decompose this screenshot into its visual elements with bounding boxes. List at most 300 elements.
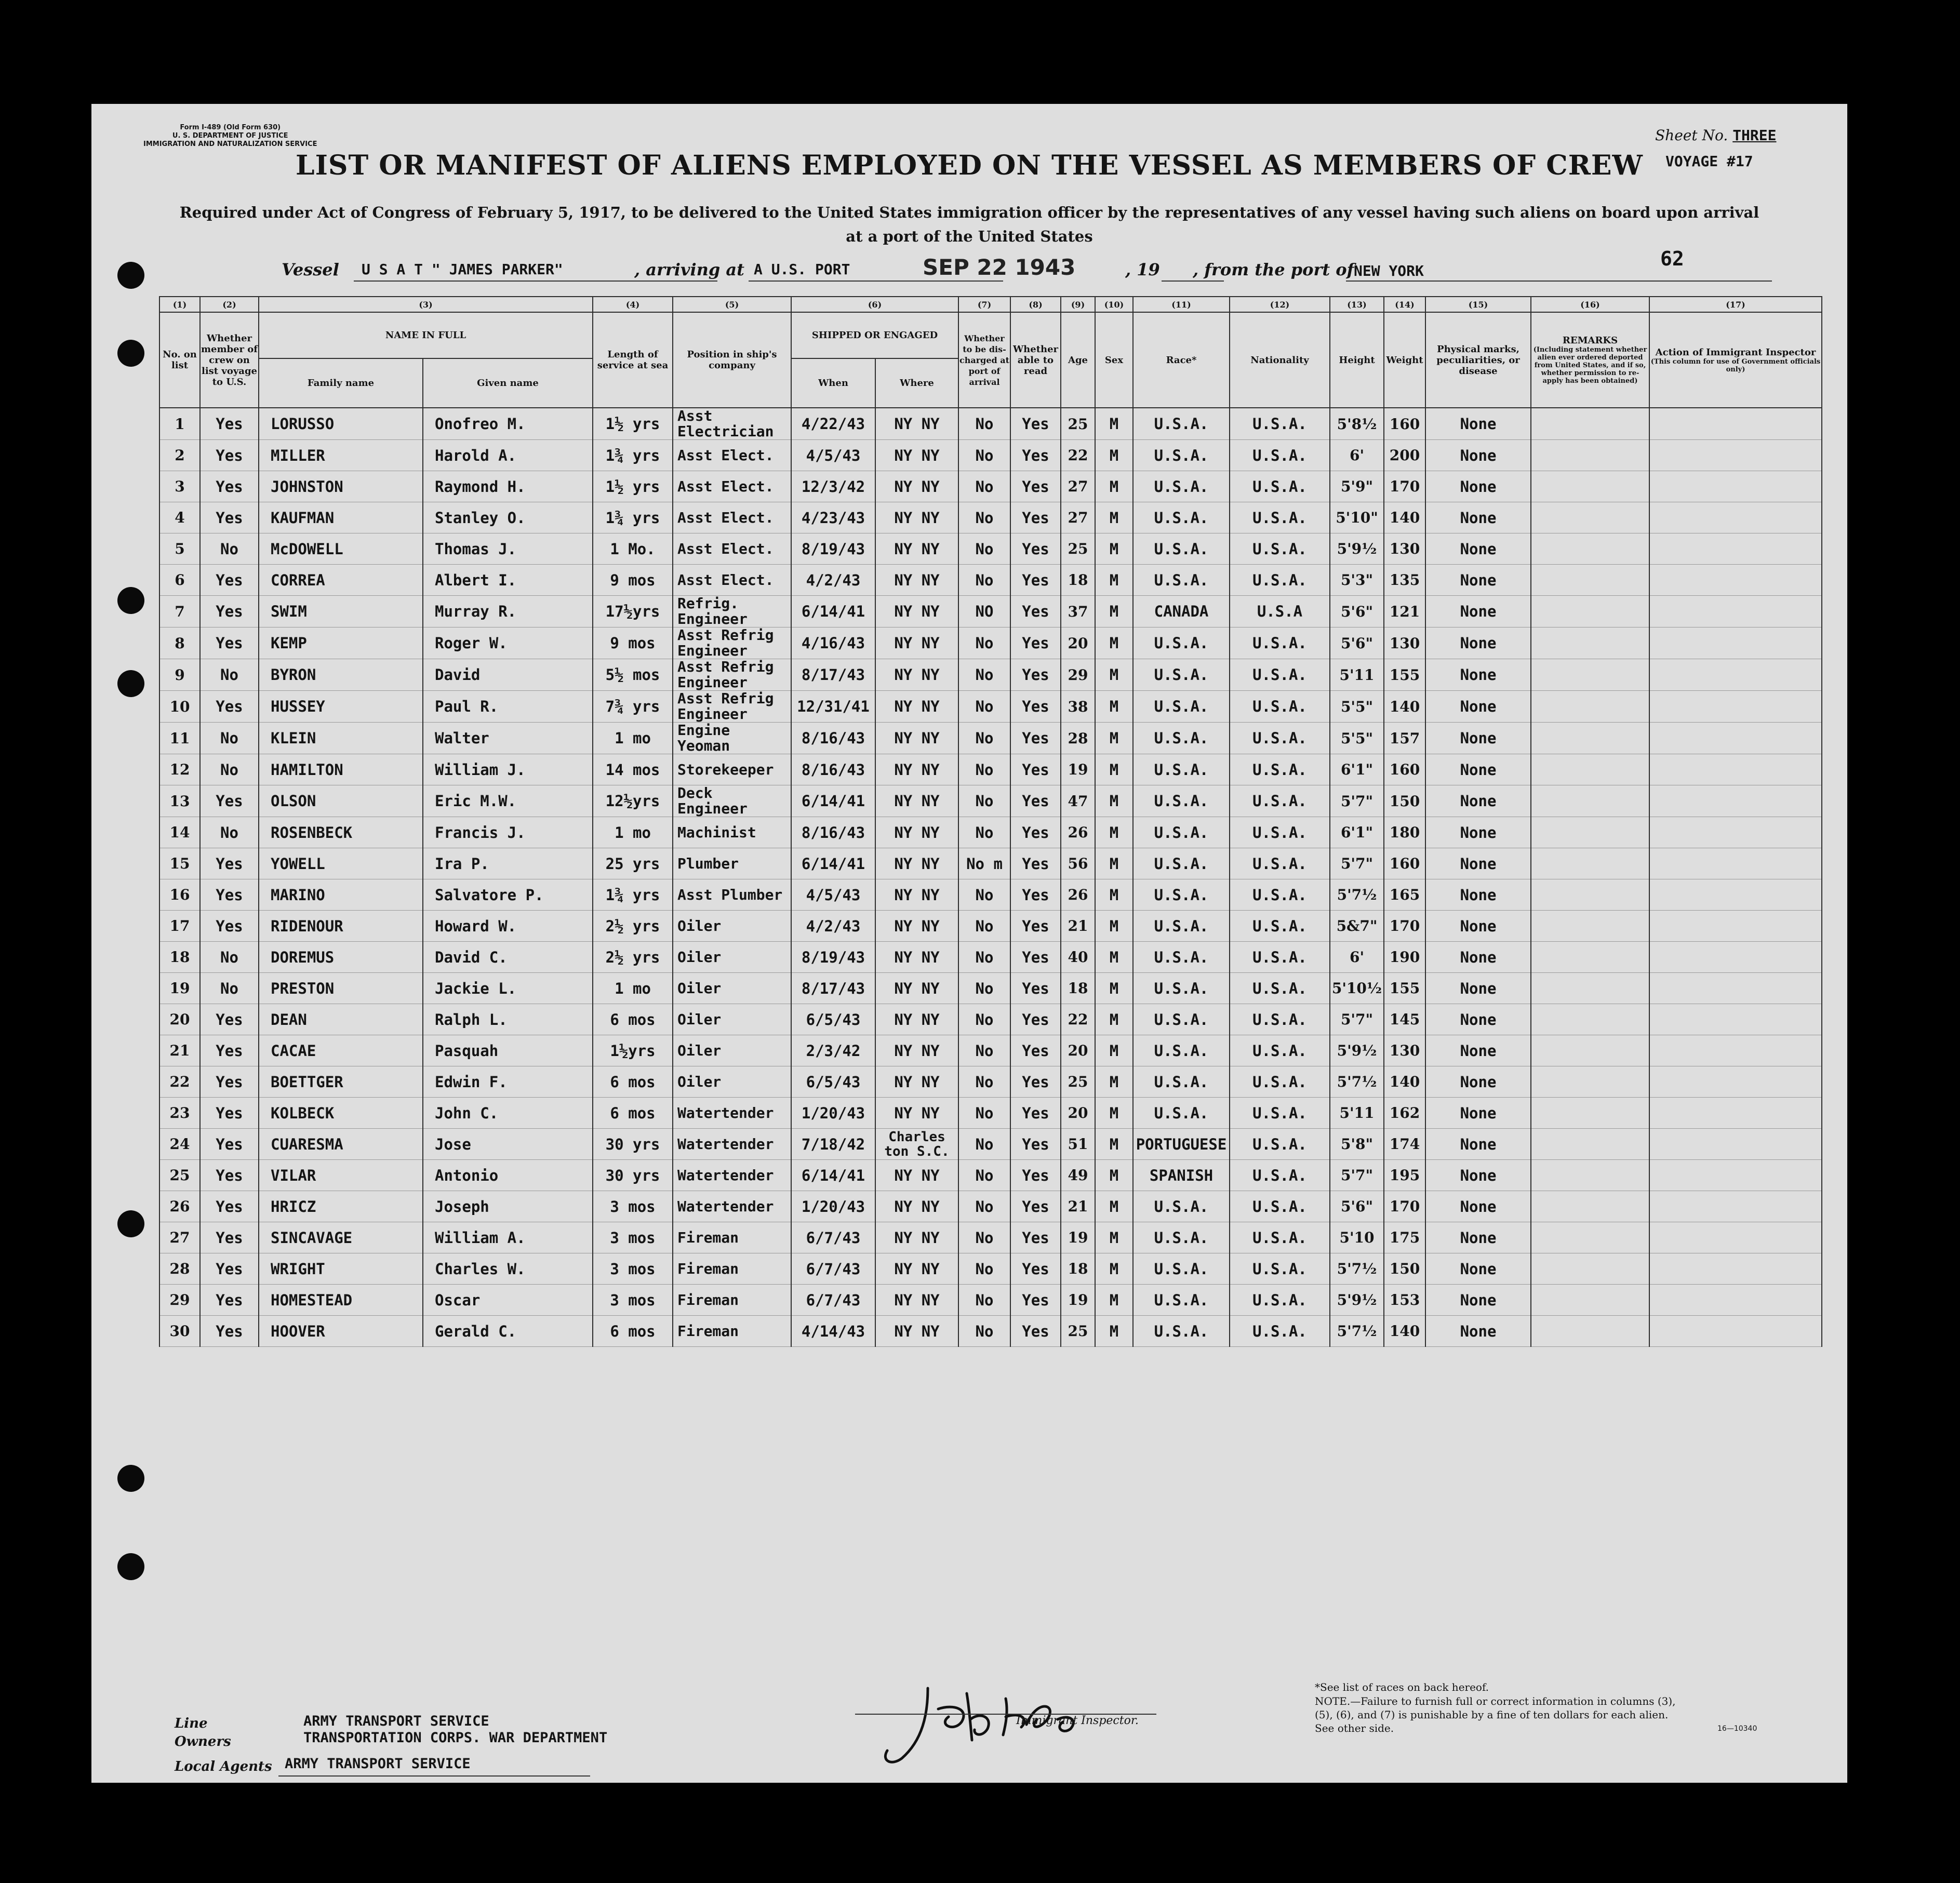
able-read-cell: Yes bbox=[1010, 1285, 1061, 1316]
where-cell: NY NY bbox=[875, 471, 958, 502]
length-cell: 1½yrs bbox=[593, 1035, 673, 1066]
height-cell: 5'11 bbox=[1330, 659, 1384, 691]
action-cell bbox=[1649, 565, 1822, 596]
where-cell: NY NY bbox=[875, 596, 958, 627]
family-name-cell: DOREMUS bbox=[259, 942, 423, 973]
age-cell: 38 bbox=[1061, 691, 1095, 723]
marks-cell: None bbox=[1425, 502, 1531, 533]
able-read-cell: Yes bbox=[1010, 408, 1061, 440]
action-cell bbox=[1649, 627, 1822, 659]
discharged-cell: No bbox=[958, 502, 1010, 533]
table-row bbox=[159, 911, 1822, 942]
position-cell: Refrig. Engineer bbox=[673, 596, 791, 627]
action-cell bbox=[1649, 408, 1822, 440]
action-cell bbox=[1649, 1253, 1822, 1285]
family-name-cell: WRIGHT bbox=[259, 1253, 423, 1285]
header-physical-marks: Physical marks, peculiarities, or disease bbox=[1425, 312, 1531, 408]
marks-cell: None bbox=[1425, 1285, 1531, 1316]
race-cell: U.S.A. bbox=[1133, 942, 1230, 973]
race-cell: U.S.A. bbox=[1133, 1253, 1230, 1285]
col-num-6: (6) bbox=[791, 297, 958, 312]
where-cell: NY NY bbox=[875, 440, 958, 471]
remarks-cell bbox=[1531, 502, 1649, 533]
col-num-5: (5) bbox=[673, 297, 791, 312]
height-cell: 5'5" bbox=[1330, 723, 1384, 754]
position-cell: Asst Plumber bbox=[673, 879, 791, 911]
weight-cell: 153 bbox=[1384, 1285, 1425, 1316]
given-name-cell: Howard W. bbox=[423, 911, 593, 942]
header-shipped: SHIPPED OR ENGAGED bbox=[791, 312, 958, 358]
row-number: 26 bbox=[159, 1191, 200, 1222]
position-cell: Storekeeper bbox=[673, 754, 791, 785]
owners-value: TRANSPORTATION CORPS. WAR DEPARTMENT bbox=[303, 1730, 608, 1746]
discharged-cell: No bbox=[958, 408, 1010, 440]
length-cell: 1¾ yrs bbox=[593, 440, 673, 471]
family-name-cell: MARINO bbox=[259, 879, 423, 911]
row-number: 1 bbox=[159, 408, 200, 440]
length-cell: 30 yrs bbox=[593, 1160, 673, 1191]
member-prev-cell: Yes bbox=[200, 1098, 259, 1129]
action-cell bbox=[1649, 1098, 1822, 1129]
nationality-cell: U.S.A. bbox=[1230, 627, 1330, 659]
header-sex: Sex bbox=[1095, 312, 1133, 408]
able-read-cell: Yes bbox=[1010, 1160, 1061, 1191]
remarks-cell bbox=[1531, 440, 1649, 471]
crew-manifest-table bbox=[159, 296, 1822, 1347]
sex-cell: M bbox=[1095, 502, 1133, 533]
form-header bbox=[143, 124, 317, 149]
height-cell: 5'7½ bbox=[1330, 1066, 1384, 1098]
given-name-cell: Onofreo M. bbox=[423, 408, 593, 440]
action-cell bbox=[1649, 659, 1822, 691]
age-cell: 25 bbox=[1061, 533, 1095, 565]
height-cell: 5'9½ bbox=[1330, 1035, 1384, 1066]
marks-cell: None bbox=[1425, 1066, 1531, 1098]
age-cell: 19 bbox=[1061, 754, 1095, 785]
length-cell: 3 mos bbox=[593, 1285, 673, 1316]
marks-cell: None bbox=[1425, 1253, 1531, 1285]
sex-cell: M bbox=[1095, 1253, 1133, 1285]
race-cell: U.S.A. bbox=[1133, 627, 1230, 659]
remarks-cell bbox=[1531, 627, 1649, 659]
remarks-cell bbox=[1531, 1129, 1649, 1160]
col-num-3: (3) bbox=[259, 297, 593, 312]
nationality-cell: U.S.A. bbox=[1230, 1098, 1330, 1129]
member-prev-cell: Yes bbox=[200, 691, 259, 723]
nationality-cell: U.S.A. bbox=[1230, 1035, 1330, 1066]
marks-cell: None bbox=[1425, 565, 1531, 596]
weight-cell: 160 bbox=[1384, 754, 1425, 785]
height-cell: 5'10½ bbox=[1330, 973, 1384, 1004]
length-cell: 1 Mo. bbox=[593, 533, 673, 565]
family-name-cell: BOETTGER bbox=[259, 1066, 423, 1098]
sex-cell: M bbox=[1095, 408, 1133, 440]
nationality-cell: U.S.A. bbox=[1230, 879, 1330, 911]
header-row-1 bbox=[159, 312, 1822, 358]
action-cell bbox=[1649, 1129, 1822, 1160]
length-cell: 30 yrs bbox=[593, 1129, 673, 1160]
table-row bbox=[159, 565, 1822, 596]
marks-cell: None bbox=[1425, 879, 1531, 911]
sex-cell: M bbox=[1095, 659, 1133, 691]
able-read-cell: Yes bbox=[1010, 659, 1061, 691]
where-cell: NY NY bbox=[875, 848, 958, 879]
when-cell: 8/17/43 bbox=[791, 659, 875, 691]
header-position: Position in ship's company bbox=[673, 312, 791, 408]
discharged-cell: No bbox=[958, 1285, 1010, 1316]
header-where: Where bbox=[875, 358, 958, 408]
position-cell: Plumber bbox=[673, 848, 791, 879]
family-name-cell: KOLBECK bbox=[259, 1098, 423, 1129]
length-cell: 2½ yrs bbox=[593, 911, 673, 942]
able-read-cell: Yes bbox=[1010, 533, 1061, 565]
discharged-cell: No bbox=[958, 1191, 1010, 1222]
sex-cell: M bbox=[1095, 1129, 1133, 1160]
age-cell: 18 bbox=[1061, 565, 1095, 596]
remarks-cell bbox=[1531, 408, 1649, 440]
discharged-cell: No bbox=[958, 1160, 1010, 1191]
able-read-cell: Yes bbox=[1010, 1004, 1061, 1035]
table-row bbox=[159, 1066, 1822, 1098]
col-num-12: (12) bbox=[1230, 297, 1330, 312]
marks-cell: None bbox=[1425, 627, 1531, 659]
age-cell: 25 bbox=[1061, 408, 1095, 440]
age-cell: 19 bbox=[1061, 1222, 1095, 1253]
member-prev-cell: No bbox=[200, 942, 259, 973]
row-number: 23 bbox=[159, 1098, 200, 1129]
age-cell: 18 bbox=[1061, 1253, 1095, 1285]
when-cell: 2/3/42 bbox=[791, 1035, 875, 1066]
weight-cell: 150 bbox=[1384, 1253, 1425, 1285]
position-cell: Fireman bbox=[673, 1285, 791, 1316]
member-prev-cell: Yes bbox=[200, 1191, 259, 1222]
action-label: Action of Immigrant Inspector bbox=[1655, 346, 1816, 358]
member-prev-cell: Yes bbox=[200, 1316, 259, 1347]
marks-cell: None bbox=[1425, 723, 1531, 754]
table-row bbox=[159, 942, 1822, 973]
length-cell: 1 mo bbox=[593, 817, 673, 848]
action-cell bbox=[1649, 942, 1822, 973]
discharged-cell: No bbox=[958, 1253, 1010, 1285]
department: U. S. DEPARTMENT OF JUSTICE bbox=[172, 132, 288, 140]
where-cell: NY NY bbox=[875, 1004, 958, 1035]
given-name-cell: Pasquah bbox=[423, 1035, 593, 1066]
col-num-4: (4) bbox=[593, 297, 673, 312]
marks-cell: None bbox=[1425, 440, 1531, 471]
height-cell: 5'7" bbox=[1330, 1004, 1384, 1035]
member-prev-cell: Yes bbox=[200, 911, 259, 942]
family-name-cell: MILLER bbox=[259, 440, 423, 471]
remarks-cell bbox=[1531, 1285, 1649, 1316]
nationality-cell: U.S.A. bbox=[1230, 565, 1330, 596]
remarks-cell bbox=[1531, 879, 1649, 911]
member-prev-cell: Yes bbox=[200, 1066, 259, 1098]
row-number: 24 bbox=[159, 1129, 200, 1160]
from-label: , from the port of bbox=[1193, 260, 1354, 279]
given-name-cell: Roger W. bbox=[423, 627, 593, 659]
when-cell: 6/7/43 bbox=[791, 1285, 875, 1316]
row-number: 9 bbox=[159, 659, 200, 691]
position-cell: Asst Elect. bbox=[673, 565, 791, 596]
family-name-cell: CACAE bbox=[259, 1035, 423, 1066]
race-cell: U.S.A. bbox=[1133, 659, 1230, 691]
table-row bbox=[159, 596, 1822, 627]
height-cell: 5'7" bbox=[1330, 1160, 1384, 1191]
nationality-cell: U.S.A. bbox=[1230, 440, 1330, 471]
sex-cell: M bbox=[1095, 817, 1133, 848]
sheet-value: THREE bbox=[1732, 127, 1777, 144]
row-number: 22 bbox=[159, 1066, 200, 1098]
age-cell: 56 bbox=[1061, 848, 1095, 879]
manifest-sheet bbox=[91, 104, 1847, 1783]
table-row bbox=[159, 1129, 1822, 1160]
family-name-cell: KEMP bbox=[259, 627, 423, 659]
given-name-cell: John C. bbox=[423, 1098, 593, 1129]
action-cell bbox=[1649, 596, 1822, 627]
given-name-cell: Edwin F. bbox=[423, 1066, 593, 1098]
when-cell: 4/2/43 bbox=[791, 911, 875, 942]
length-cell: 1¾ yrs bbox=[593, 502, 673, 533]
race-cell: U.S.A. bbox=[1133, 754, 1230, 785]
family-name-cell: SINCAVAGE bbox=[259, 1222, 423, 1253]
col-num-1: (1) bbox=[159, 297, 200, 312]
row-number: 25 bbox=[159, 1160, 200, 1191]
race-cell: U.S.A. bbox=[1133, 848, 1230, 879]
age-cell: 18 bbox=[1061, 973, 1095, 1004]
race-cell: U.S.A. bbox=[1133, 879, 1230, 911]
member-prev-cell: Yes bbox=[200, 1285, 259, 1316]
age-cell: 19 bbox=[1061, 1285, 1095, 1316]
length-cell: 17½yrs bbox=[593, 596, 673, 627]
row-number: 2 bbox=[159, 440, 200, 471]
when-cell: 6/5/43 bbox=[791, 1004, 875, 1035]
when-cell: 8/16/43 bbox=[791, 817, 875, 848]
given-name-cell: Francis J. bbox=[423, 817, 593, 848]
age-cell: 26 bbox=[1061, 817, 1095, 848]
when-cell: 7/18/42 bbox=[791, 1129, 875, 1160]
member-prev-cell: Yes bbox=[200, 408, 259, 440]
nationality-cell: U.S.A. bbox=[1230, 502, 1330, 533]
header-weight: Weight bbox=[1384, 312, 1425, 408]
action-cell bbox=[1649, 973, 1822, 1004]
header-when: When bbox=[791, 358, 875, 408]
when-cell: 4/22/43 bbox=[791, 408, 875, 440]
action-cell bbox=[1649, 879, 1822, 911]
race-cell: U.S.A. bbox=[1133, 1066, 1230, 1098]
position-cell: Watertender bbox=[673, 1160, 791, 1191]
discharged-cell: No bbox=[958, 1066, 1010, 1098]
discharged-cell: No bbox=[958, 627, 1010, 659]
nationality-cell: U.S.A. bbox=[1230, 973, 1330, 1004]
table-row bbox=[159, 659, 1822, 691]
binder-hole bbox=[117, 1465, 144, 1492]
member-prev-cell: Yes bbox=[200, 785, 259, 817]
header-given-name: Given name bbox=[423, 358, 593, 408]
able-read-cell: Yes bbox=[1010, 723, 1061, 754]
length-cell: 9 mos bbox=[593, 627, 673, 659]
weight-cell: 162 bbox=[1384, 1098, 1425, 1129]
given-name-cell: Walter bbox=[423, 723, 593, 754]
height-cell: 5'10" bbox=[1330, 502, 1384, 533]
action-cell bbox=[1649, 1222, 1822, 1253]
discharged-cell: NO bbox=[958, 596, 1010, 627]
family-name-cell: VILAR bbox=[259, 1160, 423, 1191]
marks-cell: None bbox=[1425, 1004, 1531, 1035]
where-cell: NY NY bbox=[875, 691, 958, 723]
weight-cell: 145 bbox=[1384, 1004, 1425, 1035]
action-cell bbox=[1649, 817, 1822, 848]
when-cell: 8/16/43 bbox=[791, 754, 875, 785]
height-cell: 6'1" bbox=[1330, 817, 1384, 848]
member-prev-cell: No bbox=[200, 723, 259, 754]
marks-cell: None bbox=[1425, 785, 1531, 817]
weight-cell: 155 bbox=[1384, 973, 1425, 1004]
weight-cell: 140 bbox=[1384, 502, 1425, 533]
row-number: 16 bbox=[159, 879, 200, 911]
length-cell: 12½yrs bbox=[593, 785, 673, 817]
where-cell: NY NY bbox=[875, 1160, 958, 1191]
table-row bbox=[159, 1253, 1822, 1285]
given-name-cell: Jackie L. bbox=[423, 973, 593, 1004]
family-name-cell: CUARESMA bbox=[259, 1129, 423, 1160]
marks-cell: None bbox=[1425, 1160, 1531, 1191]
weight-cell: 160 bbox=[1384, 848, 1425, 879]
weight-cell: 140 bbox=[1384, 1066, 1425, 1098]
remarks-cell bbox=[1531, 1066, 1649, 1098]
line-label: Line bbox=[175, 1716, 208, 1731]
marks-cell: None bbox=[1425, 1191, 1531, 1222]
marks-cell: None bbox=[1425, 1129, 1531, 1160]
position-cell: Watertender bbox=[673, 1129, 791, 1160]
col-num-9: (9) bbox=[1061, 297, 1095, 312]
when-cell: 6/7/43 bbox=[791, 1253, 875, 1285]
able-read-cell: Yes bbox=[1010, 502, 1061, 533]
able-read-cell: Yes bbox=[1010, 848, 1061, 879]
where-cell: NY NY bbox=[875, 973, 958, 1004]
member-prev-cell: Yes bbox=[200, 565, 259, 596]
given-name-cell: Oscar bbox=[423, 1285, 593, 1316]
table-row bbox=[159, 848, 1822, 879]
length-cell: 3 mos bbox=[593, 1222, 673, 1253]
weight-cell: 200 bbox=[1384, 440, 1425, 471]
age-cell: 28 bbox=[1061, 723, 1095, 754]
row-number: 15 bbox=[159, 848, 200, 879]
discharged-cell: No bbox=[958, 691, 1010, 723]
position-cell: Deck Engineer bbox=[673, 785, 791, 817]
age-cell: 20 bbox=[1061, 1098, 1095, 1129]
row-number: 27 bbox=[159, 1222, 200, 1253]
weight-cell: 175 bbox=[1384, 1222, 1425, 1253]
sex-cell: M bbox=[1095, 1066, 1133, 1098]
height-cell: 5'9½ bbox=[1330, 1285, 1384, 1316]
position-cell: Asst Refrig Engineer bbox=[673, 691, 791, 723]
col-num-17: (17) bbox=[1649, 297, 1822, 312]
owners-label: Owners bbox=[175, 1734, 231, 1750]
page-title: LIST OR MANIFEST OF ALIENS EMPLOYED ON THE VESSEL AS MEMBERS OF CREW bbox=[296, 150, 1643, 181]
action-cell bbox=[1649, 1066, 1822, 1098]
row-number: 12 bbox=[159, 754, 200, 785]
position-cell: Asst Elect. bbox=[673, 471, 791, 502]
height-cell: 5'9½ bbox=[1330, 533, 1384, 565]
nationality-cell: U.S.A. bbox=[1230, 533, 1330, 565]
where-cell: Charles ton S.C. bbox=[875, 1129, 958, 1160]
member-prev-cell: No bbox=[200, 817, 259, 848]
sex-cell: M bbox=[1095, 1222, 1133, 1253]
agents-label: Local Agents bbox=[175, 1759, 272, 1774]
col-num-10: (10) bbox=[1095, 297, 1133, 312]
member-prev-cell: Yes bbox=[200, 848, 259, 879]
where-cell: NY NY bbox=[875, 785, 958, 817]
header-member-prev: Whether member of crew on list voyage to U.S. bbox=[200, 312, 259, 408]
height-cell: 5'7½ bbox=[1330, 879, 1384, 911]
weight-cell: 170 bbox=[1384, 911, 1425, 942]
weight-cell: 160 bbox=[1384, 408, 1425, 440]
race-cell: SPANISH bbox=[1133, 1160, 1230, 1191]
column-number-row bbox=[159, 297, 1822, 312]
height-cell: 5'6" bbox=[1330, 596, 1384, 627]
able-read-cell: Yes bbox=[1010, 1222, 1061, 1253]
action-cell bbox=[1649, 754, 1822, 785]
sex-cell: M bbox=[1095, 691, 1133, 723]
weight-cell: 195 bbox=[1384, 1160, 1425, 1191]
height-cell: 5'7" bbox=[1330, 848, 1384, 879]
family-name-cell: KAUFMAN bbox=[259, 502, 423, 533]
able-read-cell: Yes bbox=[1010, 691, 1061, 723]
race-cell: U.S.A. bbox=[1133, 691, 1230, 723]
agents-value: ARMY TRANSPORT SERVICE bbox=[285, 1756, 471, 1772]
family-name-cell: KLEIN bbox=[259, 723, 423, 754]
nationality-cell: U.S.A. bbox=[1230, 1066, 1330, 1098]
sex-cell: M bbox=[1095, 1160, 1133, 1191]
when-cell: 4/5/43 bbox=[791, 440, 875, 471]
remarks-cell bbox=[1531, 1160, 1649, 1191]
length-cell: 6 mos bbox=[593, 1098, 673, 1129]
action-cell bbox=[1649, 848, 1822, 879]
penalty-note: NOTE.—Failure to furnish full or correct information in columns (3), (5), (6), and (7) is punishable by a fine of ten dollars for each alien. See other side. bbox=[1315, 1695, 1676, 1734]
nationality-cell: U.S.A. bbox=[1230, 1129, 1330, 1160]
row-number: 17 bbox=[159, 911, 200, 942]
age-cell: 22 bbox=[1061, 440, 1095, 471]
col-num-16: (16) bbox=[1531, 297, 1649, 312]
action-cell bbox=[1649, 911, 1822, 942]
remarks-label: REMARKS bbox=[1562, 335, 1618, 346]
voyage-number: VOYAGE #17 bbox=[1665, 153, 1753, 170]
discharged-cell: No bbox=[958, 723, 1010, 754]
able-read-cell: Yes bbox=[1010, 1129, 1061, 1160]
able-read-cell: Yes bbox=[1010, 1253, 1061, 1285]
race-cell: U.S.A. bbox=[1133, 565, 1230, 596]
given-name-cell: Jose bbox=[423, 1129, 593, 1160]
race-cell: U.S.A. bbox=[1133, 723, 1230, 754]
age-cell: 20 bbox=[1061, 627, 1095, 659]
table-row bbox=[159, 691, 1822, 723]
height-cell: 6'1" bbox=[1330, 754, 1384, 785]
height-cell: 5'7½ bbox=[1330, 1316, 1384, 1347]
when-cell: 4/5/43 bbox=[791, 879, 875, 911]
marks-cell: None bbox=[1425, 1035, 1531, 1066]
sex-cell: M bbox=[1095, 596, 1133, 627]
age-cell: 40 bbox=[1061, 942, 1095, 973]
able-read-cell: Yes bbox=[1010, 1191, 1061, 1222]
position-cell: Asst Elect. bbox=[673, 533, 791, 565]
binder-hole bbox=[117, 670, 144, 697]
vessel-label: Vessel bbox=[282, 260, 339, 279]
row-number: 19 bbox=[159, 973, 200, 1004]
given-name-cell: David C. bbox=[423, 942, 593, 973]
sex-cell: M bbox=[1095, 785, 1133, 817]
sex-cell: M bbox=[1095, 911, 1133, 942]
member-prev-cell: Yes bbox=[200, 502, 259, 533]
